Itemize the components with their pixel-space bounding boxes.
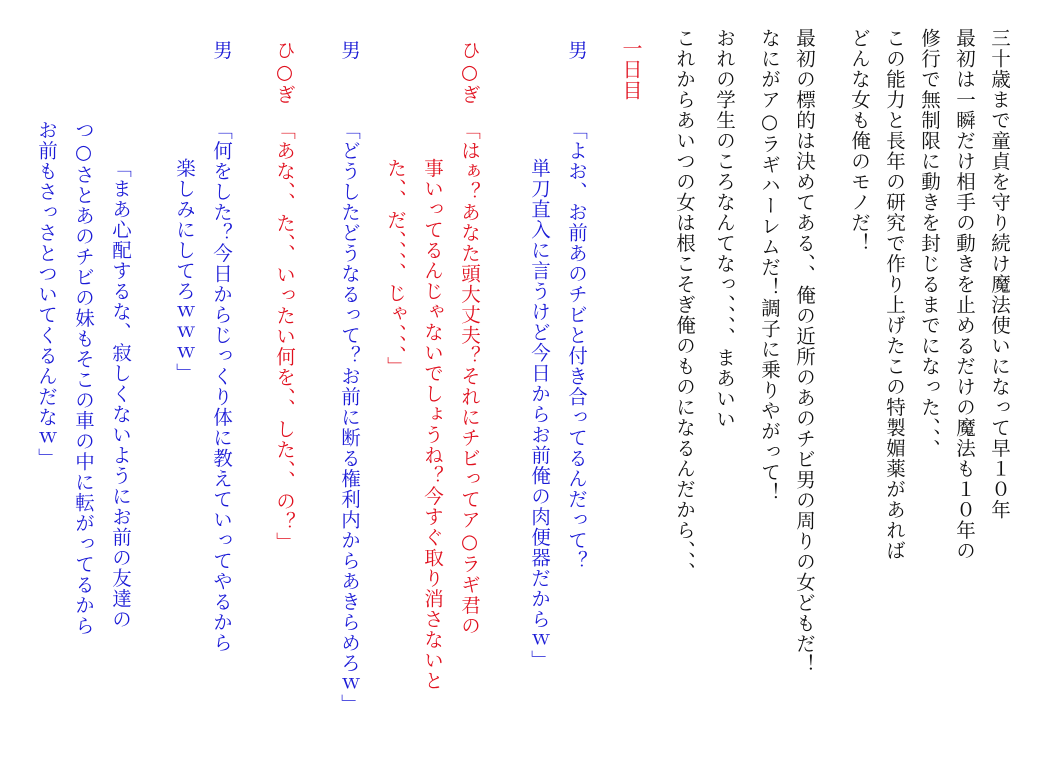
speaker-label: 男 xyxy=(210,40,233,61)
speaker-label: ひ○ぎ xyxy=(273,40,296,105)
dialogue-line: お前もさっさとついてくるんだなｗ」 xyxy=(35,120,58,469)
dialogue-line: つ○さとあのチビの妹もそこの車の中に転がってるから xyxy=(72,120,95,636)
narration-line: 修行で無制限に動きを封じるまでになった、、、 xyxy=(918,28,941,460)
speaker-label: 男 xyxy=(338,40,361,61)
narration-line: なにがア○ラギハーレムだ！調子に乗りやがって！ xyxy=(758,28,781,503)
narration-line: これからあいつの女は根こそぎ俺のものになるんだから、、、 xyxy=(673,28,696,583)
dialogue-line: 「はぁ？あなた頭大丈夫？それにチビってア○ラギ君の xyxy=(458,120,481,636)
dialogue-line: 単刀直入に言うけど今日からお前俺の肉便器だからｗ」 xyxy=(528,158,551,671)
dialogue-line: 楽しみにしてろｗｗｗ」 xyxy=(173,158,196,384)
dialogue-line: 事いってるんじゃないでしょうね？今すぐ取り消さないと xyxy=(421,158,444,691)
narration-line: 三十歳まで童貞を守り続け魔法使いになって早１０年 xyxy=(988,28,1011,520)
narration-line: 最初は一瞬だけ相手の動きを止めるだけの魔法も１０年の xyxy=(953,28,976,561)
narration-line: この能力と長年の研究で作り上げたこの特製媚薬があれば xyxy=(883,28,906,561)
dialogue-line: 「よお、お前あのチビと付き合ってるんだって？ xyxy=(565,120,588,571)
dialogue-line: 「何をした？今日からじっくり体に教えていってやるから xyxy=(210,120,233,653)
narration-line: どんな女も俺のモノだ！ xyxy=(848,28,871,254)
dialogue-line: た、、だ、、、、じゃ、、、」 xyxy=(384,158,407,377)
day-heading: 一日目 xyxy=(619,38,643,101)
dialogue-line: 「まあ心配するな、寂しくないようにお前の友達の xyxy=(109,158,132,630)
dialogue-line: 「あな、、た、、いったい何を、、した、、の？」 xyxy=(273,120,296,553)
dialogue-line: 「どうしたどうなるって？お前に断る権利内からあきらめろｗ」 xyxy=(338,120,361,715)
speaker-label: ひ○ぎ xyxy=(458,40,481,105)
narration-line: 最初の標的は決めてある、、俺の近所のあのチビ男の周りの女どもだ！ xyxy=(793,28,816,675)
speaker-label: 男 xyxy=(565,40,588,61)
narration-line: おれの学生のころなんてなっ、、、、まあいい xyxy=(713,28,736,430)
